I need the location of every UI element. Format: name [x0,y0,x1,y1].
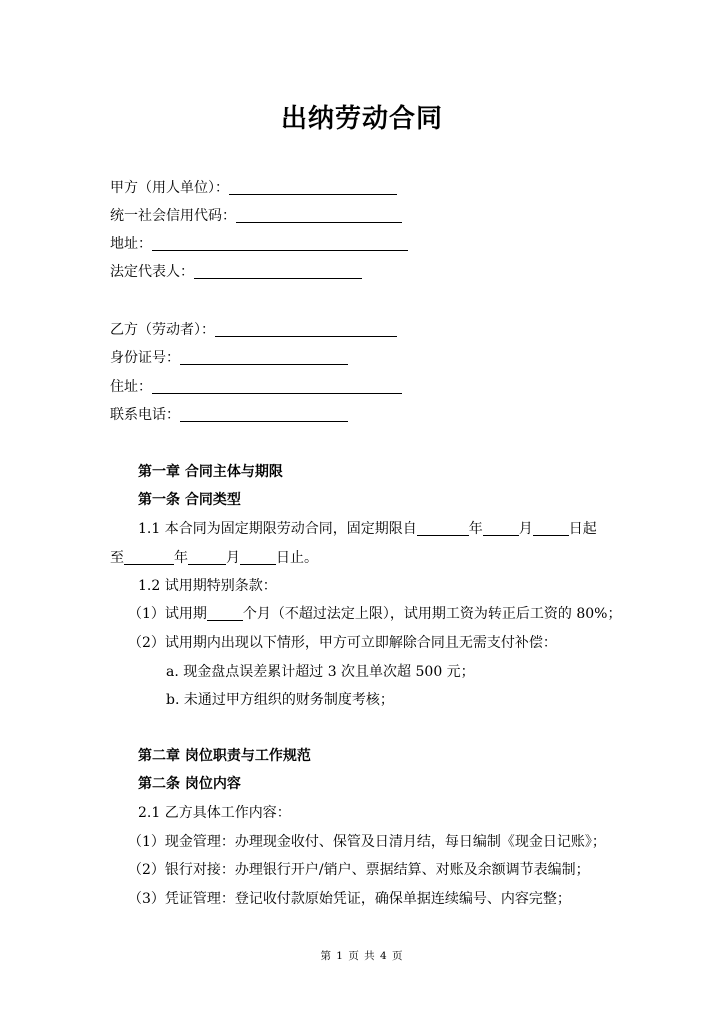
party-a-address-blank[interactable] [152,236,408,251]
party-a-credit-line [110,206,402,226]
party-b-residence-blank[interactable] [152,379,402,394]
to-label: 至 [110,550,124,566]
clause-1-1-cont-line [110,548,318,568]
party-b-residence-line [110,377,402,397]
party-b-worker-label: 乙方（劳动者）： [110,322,215,338]
month-label: 月 [226,550,240,566]
start-month-blank[interactable] [483,521,519,536]
clause-1-2-item-2-a: a. 现金盘点误差累计超过 3 次且单次超 500 元； [166,664,475,680]
party-a-legal-rep-label: 法定代表人： [110,264,194,280]
chapter2-article-heading: 第二条 岗位内容 [138,776,241,792]
party-a-credit-blank[interactable] [236,208,402,223]
year-label: 年 [468,521,483,537]
document-title: 出纳劳动合同 [280,104,443,134]
party-a-unit-blank[interactable] [229,180,397,195]
party-b-phone-line [110,405,348,425]
clause-2-1-item-1: （1）现金管理：办理现金收付、保管及日清月结，每日编制《现金日记账》； [128,834,606,850]
chapter1-heading: 第一章 合同主体与期限 [138,464,283,480]
party-b-id-label: 身份证号： [110,350,180,366]
end-year-blank[interactable] [124,550,174,565]
chapter2-heading: 第二章 岗位职责与工作规范 [138,748,311,764]
party-a-legal-rep-blank[interactable] [194,264,362,279]
party-b-id-line [110,348,348,368]
end-day-blank[interactable] [240,550,276,565]
party-b-phone-label: 联系电话： [110,407,180,423]
party-b-id-blank[interactable] [180,350,348,365]
party-a-legal-rep-line [110,262,362,282]
clause-1-2-item-2-b: b. 未通过甲方组织的财务制度考核； [166,692,394,708]
chapter1-article-heading: 第一条 合同类型 [138,492,241,508]
month-label: 月 [518,521,533,537]
clause-1-2-item-1 [128,604,622,624]
party-b-residence-label: 住址： [110,379,152,395]
day-end-label: 日止。 [276,550,318,566]
clause-1-2-item-2: （2）试用期内出现以下情形，甲方可立即解除合同且无需支付补偿： [128,635,557,651]
party-a-unit-label: 甲方（用人单位）： [110,180,229,196]
page-footer: 第 1 页 共 4 页 [320,950,404,962]
clause-1-1-text: 1.1 本合同为固定期限劳动合同，固定期限自 [138,521,417,537]
party-a-address-line [110,234,408,254]
clause-2-1: 2.1 乙方具体工作内容： [138,805,291,821]
clause-1-1-line [138,519,597,539]
clause-1-2: 1.2 试用期特别条款： [138,578,277,594]
item-1-text-a: （1）试用期 [128,606,207,622]
party-b-phone-blank[interactable] [180,407,348,422]
party-a-credit-label: 统一社会信用代码： [110,208,236,224]
probation-months-blank[interactable] [207,606,243,621]
clause-2-1-item-3: （3）凭证管理：登记收付款原始凭证，确保单据连续编号、内容完整； [128,891,571,907]
party-a-address-label: 地址： [110,236,152,252]
item-1-text-b: 个月（不超过法定上限），试用期工资为转正后工资的 80%； [242,606,622,622]
clause-2-1-item-2: （2）银行对接：办理银行开户/销户、票据结算、对账及余额调节表编制； [128,862,590,878]
party-b-worker-line [110,320,397,340]
start-year-blank[interactable] [417,521,469,536]
end-month-blank[interactable] [188,550,226,565]
day-from-label: 日起 [568,521,597,537]
party-a-unit-line [110,178,397,198]
party-b-worker-blank[interactable] [215,322,397,337]
year-label: 年 [174,550,188,566]
start-day-blank[interactable] [533,521,569,536]
